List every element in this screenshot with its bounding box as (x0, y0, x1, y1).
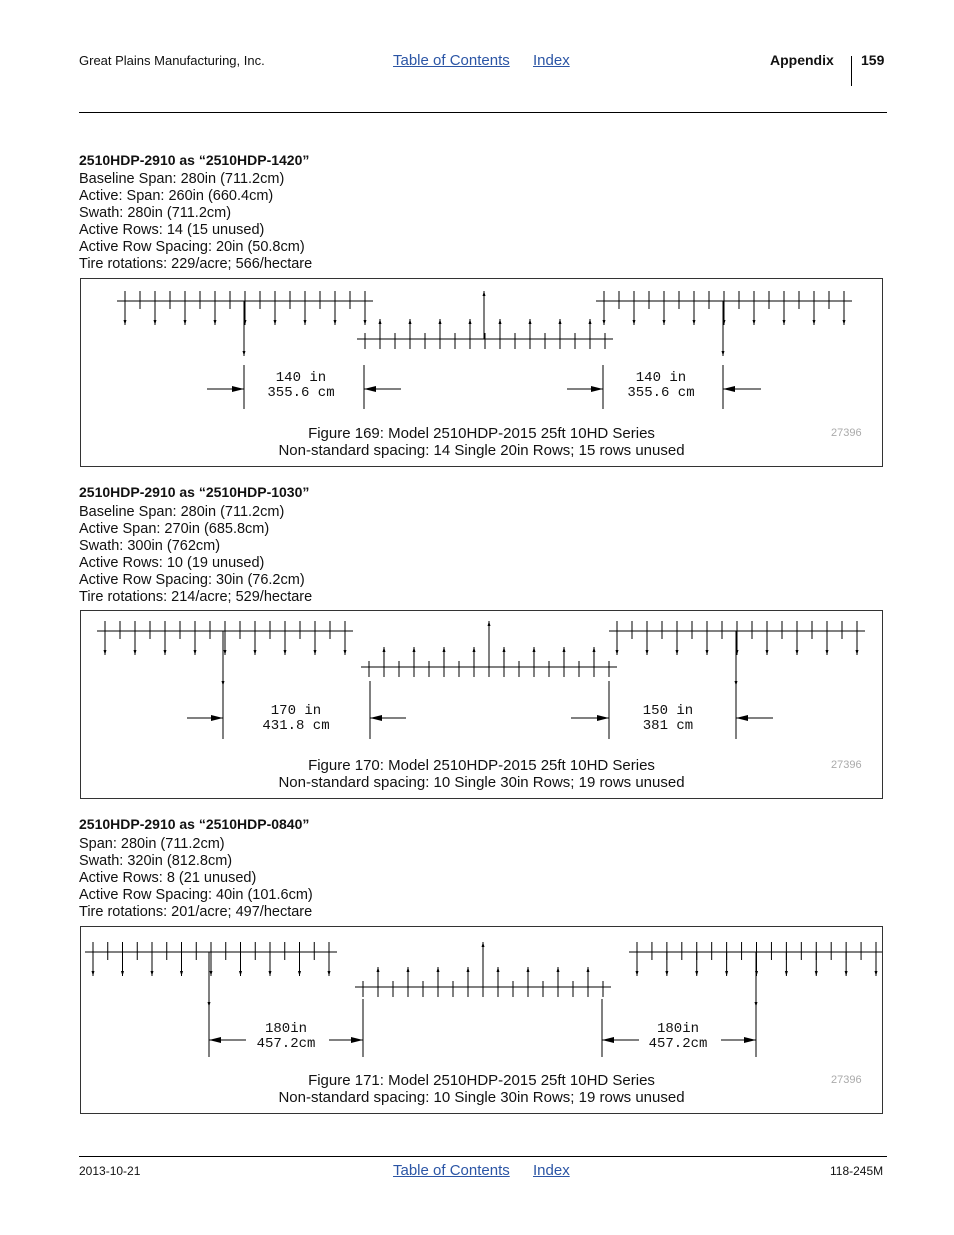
row-arrow (482, 942, 485, 947)
dimension-label-right: 140 in 355.6 cm (627, 370, 695, 401)
row-arrow (533, 647, 536, 652)
row-arrow (439, 319, 442, 324)
row-arrow (364, 320, 367, 325)
row-arrow (843, 320, 846, 325)
page-number: 159 (861, 52, 885, 68)
section-name: Appendix (770, 52, 834, 68)
spec-line: Active: Span: 260in (660.4cm) (79, 188, 274, 204)
spec-line: Swath: 280in (711.2cm) (79, 205, 232, 221)
spec-line: Active Row Spacing: 40in (101.6cm) (79, 887, 313, 903)
row-arrow (603, 320, 606, 325)
figure-code: 27396 (831, 759, 862, 771)
row-arrow (379, 319, 382, 324)
row-arrow (194, 650, 197, 655)
row-arrow (92, 971, 95, 976)
spec-line: Baseline Span: 280in (711.2cm) (79, 171, 285, 187)
section-title: 2510HDP-2910 as “2510HDP-0840” (79, 816, 310, 832)
dimension-arrowhead (211, 715, 223, 721)
row-arrow (499, 319, 502, 324)
row-arrow (124, 320, 127, 325)
row-arrow (527, 967, 530, 972)
row-arrow (180, 971, 183, 976)
figure-169 (80, 278, 883, 467)
figure-170 (80, 610, 883, 799)
row-arrow (304, 320, 307, 325)
row-arrow (706, 650, 709, 655)
row-arrow (269, 971, 272, 976)
row-arrow (274, 320, 277, 325)
row-arrow (239, 971, 242, 976)
spec-line: Active Span: 270in (685.8cm) (79, 521, 270, 537)
dimension-arrowhead (602, 1037, 614, 1043)
row-arrow (796, 650, 799, 655)
section-title: 2510HDP-2910 as “2510HDP-1420” (79, 152, 310, 168)
row-arrow (875, 971, 878, 976)
spec-line: Span: 280in (711.2cm) (79, 836, 225, 852)
dimension-arrowhead (232, 386, 244, 392)
row-arrow (559, 319, 562, 324)
row-arrow (214, 320, 217, 325)
spec-line: Active Rows: 10 (19 unused) (79, 555, 265, 571)
row-arrow (557, 967, 560, 972)
dimension-arrowhead (364, 386, 376, 392)
row-arrow (665, 971, 668, 976)
row-arrow (616, 650, 619, 655)
spec-line: Active Row Spacing: 30in (76.2cm) (79, 572, 305, 588)
row-arrow (134, 650, 137, 655)
table-of-contents-link[interactable]: Table of Contents (393, 52, 510, 69)
row-arrow (593, 647, 596, 652)
spec-line: Baseline Span: 280in (711.2cm) (79, 504, 285, 520)
row-arrow (815, 971, 818, 976)
spec-list (79, 171, 312, 273)
row-arrow (164, 650, 167, 655)
dimension-arrowhead (597, 715, 609, 721)
spec-line: Active Row Spacing: 20in (50.8cm) (79, 239, 305, 255)
index-link[interactable]: Index (533, 1162, 570, 1179)
row-arrow (725, 971, 728, 976)
row-arrow (483, 291, 486, 296)
header-divider (851, 56, 852, 86)
figure-caption: Figure 170: Model 2510HDP-2015 25ft 10HD Series (308, 757, 655, 774)
section-title: 2510HDP-2910 as “2510HDP-1030” (79, 484, 310, 500)
row-arrow (676, 650, 679, 655)
document-number: 118-245M (830, 1164, 884, 1178)
spec-line: Tire rotations: 214/acre; 529/hectare (79, 589, 313, 605)
figure-171 (80, 926, 883, 1114)
company-name: Great Plains Manufacturing, Inc. (79, 53, 265, 68)
row-arrow (589, 319, 592, 324)
row-arrow (826, 650, 829, 655)
row-arrow (254, 650, 257, 655)
dimension-label-right: 180in 457.2cm (648, 1021, 708, 1052)
dimension-label-left: 180in 457.2cm (256, 1021, 316, 1052)
row-arrow (284, 650, 287, 655)
row-arrow (636, 971, 639, 976)
row-arrow (587, 967, 590, 972)
figure-caption: Figure 169: Model 2510HDP-2015 25ft 10HD Series (308, 425, 655, 442)
figure-code: 27396 (831, 427, 862, 439)
row-arrow (243, 351, 246, 356)
spec-line: Swath: 320in (812.8cm) (79, 853, 233, 869)
row-arrow (722, 351, 725, 356)
row-arrow (695, 971, 698, 976)
figure-caption-sub: Non-standard spacing: 10 Single 30in Rows; 19 rows unused (278, 774, 685, 791)
row-arrow (503, 647, 506, 652)
row-arrow (563, 647, 566, 652)
row-arrow (467, 967, 470, 972)
dimension-arrowhead (591, 386, 603, 392)
row-arrow (210, 971, 213, 976)
dimension-label-left: 140 in 355.6 cm (267, 370, 335, 401)
dimension-arrowhead (736, 715, 748, 721)
figure-caption-sub: Non-standard spacing: 10 Single 30in Rows; 19 rows unused (278, 1089, 685, 1106)
index-link[interactable]: Index (533, 52, 570, 69)
spec-line: Swath: 300in (762cm) (79, 538, 221, 554)
row-arrow (646, 650, 649, 655)
row-arrow (443, 647, 446, 652)
dimension-arrowhead (744, 1037, 756, 1043)
row-arrow (753, 320, 756, 325)
row-arrow (497, 967, 500, 972)
row-arrow (663, 320, 666, 325)
row-arrow (334, 320, 337, 325)
row-arrow (693, 320, 696, 325)
figure-caption-sub: Non-standard spacing: 14 Single 20in Rows; 15 rows unused (278, 442, 685, 459)
figure-caption: Figure 171: Model 2510HDP-2015 25ft 10HD Series (308, 1072, 655, 1089)
dimension-arrowhead (351, 1037, 363, 1043)
row-arrow (469, 319, 472, 324)
row-arrow (407, 967, 410, 972)
spec-line: Tire rotations: 201/acre; 497/hectare (79, 904, 313, 920)
spec-list (79, 836, 313, 921)
row-arrow (437, 967, 440, 972)
row-arrow (633, 320, 636, 325)
dimension-label-right: 150 in 381 cm (642, 703, 694, 734)
figure-code: 27396 (831, 1074, 862, 1086)
spec-line: Active Rows: 8 (21 unused) (79, 870, 257, 886)
spec-line: Active Rows: 14 (15 unused) (79, 222, 265, 238)
spec-line: Tire rotations: 229/acre; 566/hectare (79, 256, 313, 272)
dimension-arrowhead (370, 715, 382, 721)
row-arrow (377, 967, 380, 972)
row-arrow (344, 650, 347, 655)
row-arrow (151, 971, 154, 976)
row-arrow (383, 647, 386, 652)
footer-rule (79, 1156, 887, 1157)
dimension-arrowhead (209, 1037, 221, 1043)
row-arrow (184, 320, 187, 325)
row-arrow (121, 971, 124, 976)
row-arrow (766, 650, 769, 655)
footer-date: 2013-10-21 (79, 1164, 141, 1178)
spec-list (79, 504, 312, 606)
row-arrow (845, 971, 848, 976)
dimension-arrowhead (723, 386, 735, 392)
row-arrow (224, 650, 227, 655)
row-arrow (856, 650, 859, 655)
row-arrow (783, 320, 786, 325)
row-arrow (314, 650, 317, 655)
row-arrow (328, 971, 331, 976)
row-arrow (473, 647, 476, 652)
row-arrow (409, 319, 412, 324)
header-rule (79, 112, 887, 113)
table-of-contents-link[interactable]: Table of Contents (393, 1162, 510, 1179)
row-arrow (488, 621, 491, 626)
row-arrow (154, 320, 157, 325)
row-arrow (298, 971, 301, 976)
row-arrow (529, 319, 532, 324)
dimension-label-left: 170 in 431.8 cm (262, 703, 330, 734)
row-arrow (785, 971, 788, 976)
row-arrow (413, 647, 416, 652)
row-arrow (813, 320, 816, 325)
row-arrow (104, 650, 107, 655)
